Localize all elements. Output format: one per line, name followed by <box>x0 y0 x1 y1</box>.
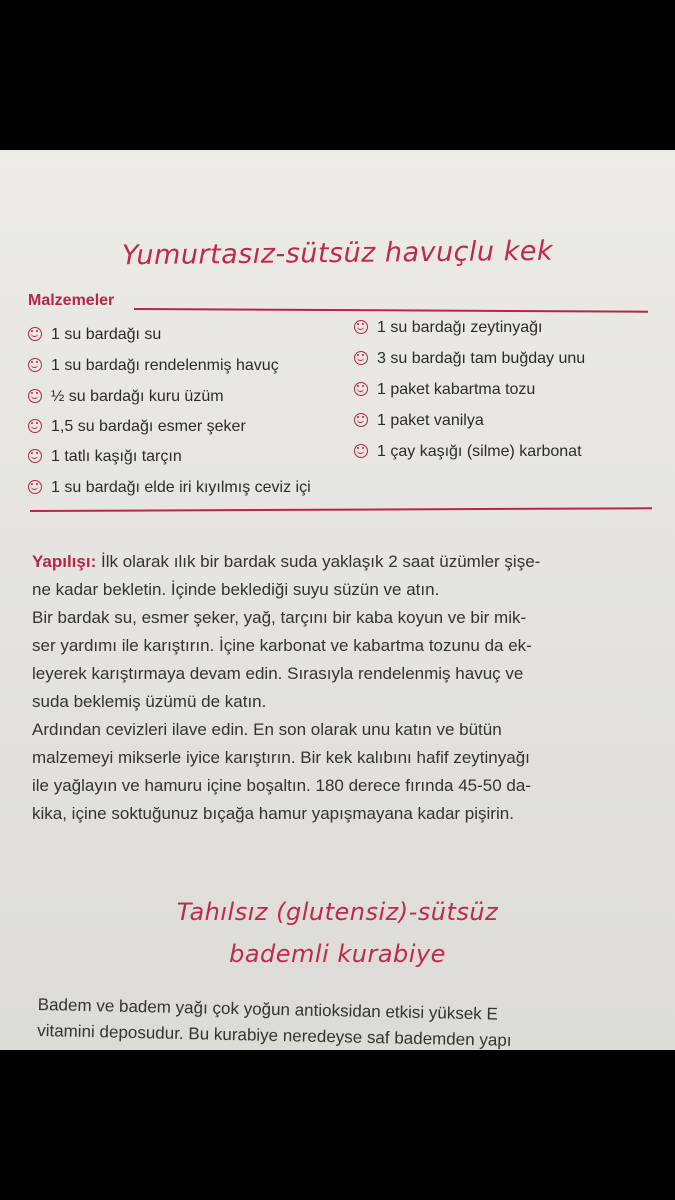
ingredient-item: 1 su bardağı su <box>28 326 161 344</box>
smiley-icon <box>354 444 368 458</box>
smiley-icon <box>28 449 42 463</box>
recipe2-title-line2: bademli kurabiye <box>229 940 446 968</box>
cookbook-page <box>0 150 675 1050</box>
smiley-icon <box>28 327 42 341</box>
smiley-icon <box>354 413 368 427</box>
ingredient-item: 1 paket kabartma tozu <box>354 381 535 399</box>
method-line: ser yardımı ile karıştırın. İçine karbonat ve kabartma tozunu da ek- <box>32 636 532 655</box>
ingredient-item: 1 su bardağı elde iri kıyılmış ceviz içi <box>28 479 311 497</box>
smiley-icon <box>354 351 368 365</box>
smiley-icon <box>28 389 42 403</box>
ingredients-bottom-rule <box>30 507 652 512</box>
method-line: Bir bardak su, esmer şeker, yağ, tarçını bir kaba koyun ve bir mik- <box>32 608 527 627</box>
ingredient-item: ½ su bardağı kuru üzüm <box>28 388 224 406</box>
smiley-icon <box>28 480 42 494</box>
recipe-title: Yumurtasız-sütsüz havuçlu kek <box>121 235 554 272</box>
ingredient-item: 3 su bardağı tam buğday unu <box>354 350 585 368</box>
method-line: suda beklemiş üzümü de katın. <box>32 692 267 711</box>
recipe2-title-line1: Tahılsız (glutensiz)-sütsüz <box>176 898 499 926</box>
smiley-icon <box>28 358 42 372</box>
method-text <box>32 548 654 828</box>
method-line: kika, içine soktuğunuz bıçağa hamur yapışmayana kadar pişirin. <box>32 804 514 823</box>
method-line: malzemeyi mikserle iyice karıştırın. Bir kek kalıbını hafif zeytinyağı <box>32 748 530 767</box>
method-line: leyerek karıştırmaya devam edin. Sırasıyla rendelenmiş havuç ve <box>32 664 524 683</box>
method-line: ile yağlayın ve hamuru içine boşaltın. 180 derece fırında 45-50 da- <box>32 776 531 795</box>
ingredient-item: 1 tatlı kaşığı tarçın <box>28 448 182 466</box>
recipe2-intro <box>37 992 658 1050</box>
ingredient-item: 1 paket vanilya <box>354 412 484 430</box>
intro-line: Badem ve badem yağı çok yoğun antioksidan etkisi yüksek E <box>37 994 499 1024</box>
method-heading: Yapılışı: <box>32 552 97 571</box>
method-line: Ardından cevizleri ilave edin. En son olarak unu katın ve bütün <box>32 720 502 739</box>
smiley-icon <box>354 382 368 396</box>
intro-line: vitamini deposudur. Bu kurabiye neredeyse saf bademden yapı <box>36 1020 512 1050</box>
ingredients-rule <box>134 308 648 313</box>
ingredient-item: 1,5 su bardağı esmer şeker <box>28 418 246 436</box>
smiley-icon <box>354 320 368 334</box>
ingredient-item: 1 çay kaşığı (silme) karbonat <box>354 443 582 461</box>
smiley-icon <box>28 419 42 433</box>
method-line: Yapılışı: İlk olarak ılık bir bardak suda yaklaşık 2 saat üzümler şişe- <box>32 552 541 571</box>
ingredient-item: 1 su bardağı rendelenmiş havuç <box>28 357 279 375</box>
ingredients-heading: Malzemeler <box>28 292 115 309</box>
method-line: ne kadar bekletin. İçinde beklediği suyu süzün ve atın. <box>32 580 440 599</box>
ingredient-item: 1 su bardağı zeytinyağı <box>354 319 542 337</box>
